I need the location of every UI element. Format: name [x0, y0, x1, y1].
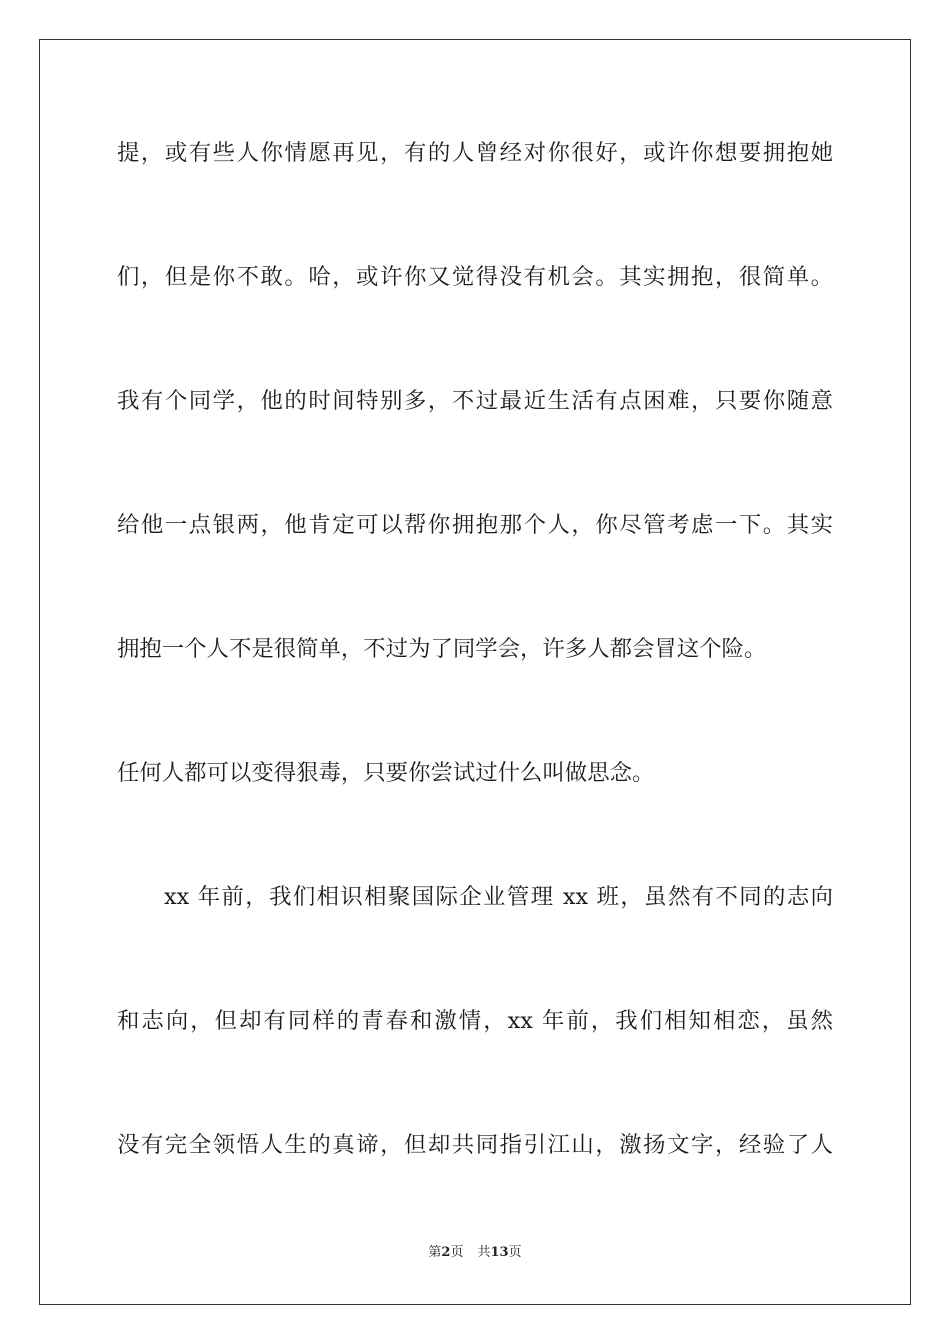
text-line-2: 们，但是你不敢。哈，或许你又觉得没有机会。其实拥抱，很简单。 [117, 264, 833, 290]
page-footer [0, 1244, 950, 1262]
text-line-8: 和志向，但却有同样的青春和激情，xx 年前，我们相知相恋，虽然 [117, 1008, 833, 1034]
footer-page-suffix: 页 [450, 1245, 464, 1260]
footer-page-number: 2 [441, 1245, 451, 1260]
footer-total-number: 13 [490, 1245, 509, 1260]
footer-page-prefix: 第 [428, 1245, 442, 1260]
footer-total-suffix: 页 [508, 1245, 522, 1260]
text-line-9: 没有完全领悟人生的真谛，但却共同指引江山，激扬文字，经验了人 [117, 1132, 833, 1158]
text-line-3: 我有个同学，他的时间特别多，不过最近生活有点困难，只要你随意 [117, 388, 833, 414]
text-line-6: 任何人都可以变得狠毒，只要你尝试过什么叫做思念。 [117, 760, 655, 786]
page-border [39, 39, 911, 1305]
text-line-5: 拥抱一个人不是很简单，不过为了同学会，许多人都会冒这个险。 [117, 636, 767, 662]
footer-total-prefix: 共 [477, 1245, 491, 1260]
text-line-1: 提，或有些人你情愿再见，有的人曾经对你很好，或许你想要拥抱她 [117, 140, 833, 166]
text-line-7-paragraph-start: xx 年前，我们相识相聚国际企业管理 xx 班，虽然有不同的志向 [164, 884, 833, 910]
text-line-4: 给他一点银两，他肯定可以帮你拥抱那个人，你尽管考虑一下。其实 [117, 512, 833, 538]
